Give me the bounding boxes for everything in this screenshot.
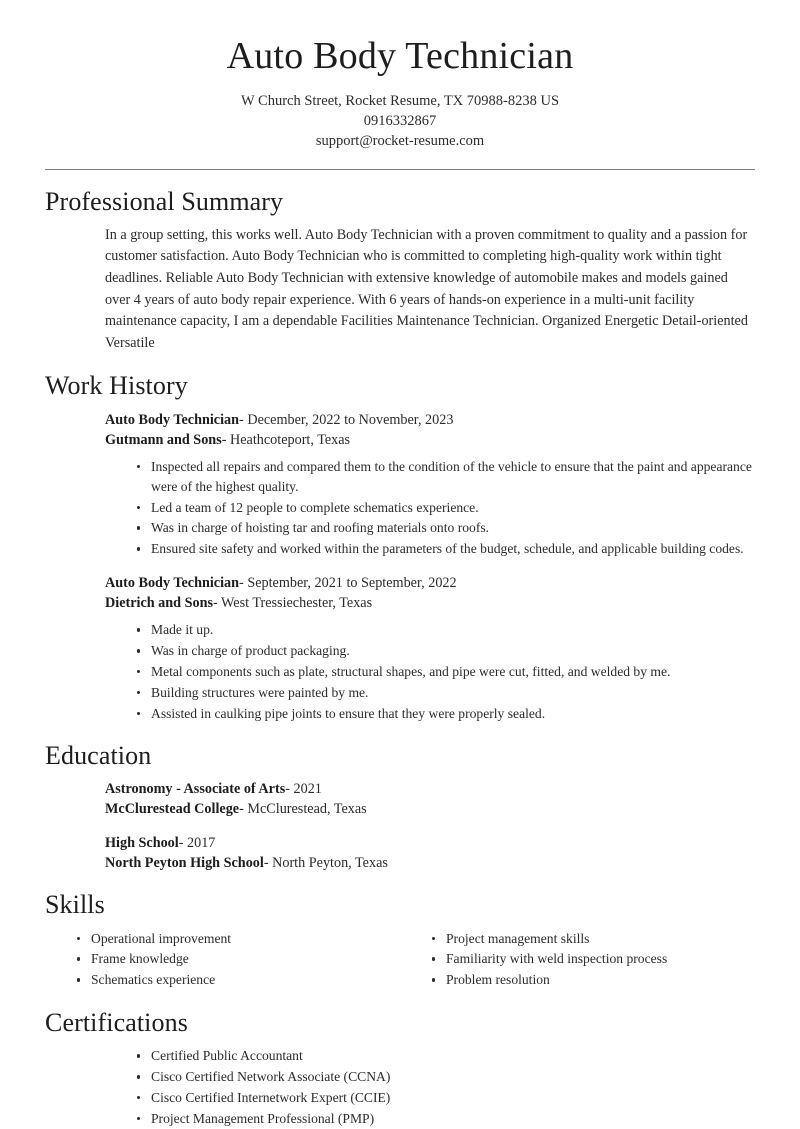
work-separator: - — [239, 575, 244, 592]
skills-list-right — [400, 929, 755, 991]
list-item: Cisco Certified Network Associate (CCNA) — [137, 1067, 755, 1087]
education-school-line — [105, 799, 755, 819]
work-history-body — [45, 410, 755, 724]
certifications-list — [105, 1046, 755, 1128]
work-company: Dietrich and Sons — [105, 595, 213, 612]
section-professional-summary — [45, 186, 755, 355]
section-heading-certifications: Certifications — [45, 1008, 188, 1038]
summary-text: In a group setting, this works well. Auto Body Technician with a proven commitment to quality and a passion for customer satisfaction. Auto Body Technician who is committed to completing high-quality work within tight deadlines. Reliable Auto Body Technician with extensive knowledge of automobile makes and models gained over 4 years of auto body repair experience. With 6 years of hands-on experience in a multi-unit facility maintenance capacity, I am a dependable Facilities Maintenance Technician. Organized Energetic Detail-oriented Versatile — [105, 226, 748, 351]
education-degree-line — [105, 779, 755, 799]
work-dates: September, 2021 to September, 2022 — [247, 575, 457, 592]
education-school-line — [105, 853, 755, 873]
skills-column-right — [400, 929, 755, 992]
list-item: Schematics experience — [77, 970, 400, 990]
education-separator: - — [263, 855, 269, 872]
work-dates: December, 2022 to November, 2023 — [247, 411, 454, 428]
certifications-body — [45, 1046, 755, 1128]
education-entry — [105, 833, 755, 873]
education-year: 2017 — [187, 835, 216, 852]
work-location: Heathcoteport, Texas — [230, 431, 351, 448]
education-location: North Peyton, Texas — [272, 855, 388, 872]
work-job-title: Auto Body Technician — [105, 575, 240, 592]
education-separator: - — [239, 800, 244, 817]
list-item: Familiarity with weld inspection process — [432, 949, 755, 969]
section-skills — [45, 889, 755, 991]
list-item: Problem resolution — [432, 970, 755, 990]
work-entry — [105, 410, 755, 560]
education-entry — [105, 779, 755, 819]
work-separator: - — [221, 431, 227, 448]
work-entry-title-line — [105, 410, 755, 430]
skills-column-left — [45, 929, 400, 992]
list-item: Project Management Professional (PMP) — [137, 1109, 755, 1129]
section-certifications — [45, 1007, 755, 1129]
work-bullet-list — [105, 457, 755, 559]
list-item: Made it up. — [137, 620, 755, 640]
section-heading-education: Education — [45, 740, 152, 770]
work-job-title: Auto Body Technician — [105, 411, 240, 428]
education-location: McClurestead, Texas — [247, 800, 367, 817]
education-year: 2021 — [293, 780, 322, 797]
list-item: Was in charge of hoisting tar and roofing materials onto roofs. — [137, 518, 755, 538]
work-entry-title-line — [105, 573, 755, 593]
section-heading-skills: Skills — [45, 890, 105, 920]
education-separator: - — [285, 780, 290, 797]
list-item: Inspected all repairs and compared them to the condition of the vehicle to ensure that the paint and appearance were of the highest quality. — [137, 457, 755, 497]
list-item: Ensured site safety and worked within the parameters of the budget, schedule, and applicable building codes. — [137, 539, 755, 559]
work-company: Gutmann and Sons — [105, 431, 222, 448]
header-divider — [45, 169, 755, 170]
work-bullet-list — [105, 620, 755, 723]
list-item: Certified Public Accountant — [137, 1046, 755, 1066]
list-item: Building structures were painted by me. — [137, 683, 755, 703]
section-education — [45, 740, 755, 874]
section-heading-work-history: Work History — [45, 371, 188, 401]
list-item: Was in charge of product packaging. — [137, 641, 755, 661]
work-entry — [105, 573, 755, 724]
education-degree: Astronomy - Associate of Arts — [105, 780, 286, 797]
list-item: Frame knowledge — [77, 949, 400, 969]
education-school: North Peyton High School — [105, 855, 264, 872]
summary-body — [45, 225, 755, 354]
work-separator: - — [239, 411, 244, 428]
list-item: Cisco Certified Internetwork Expert (CCIE) — [137, 1088, 755, 1108]
work-entry-company-line — [105, 430, 755, 450]
contact-address: W Church Street, Rocket Resume, TX 70988-8238 US — [240, 93, 560, 110]
education-body — [45, 779, 755, 874]
list-item: Metal components such as plate, structural shapes, and pipe were cut, fitted, and welded by me. — [137, 662, 755, 682]
work-entry-company-line — [105, 593, 755, 613]
contact-email: support@rocket-resume.com — [315, 132, 485, 149]
work-location: West Tressiechester, Texas — [221, 595, 373, 612]
resume-header — [45, 0, 755, 152]
education-school: McClurestead College — [105, 800, 240, 817]
list-item: Operational improvement — [77, 929, 400, 949]
page-title: Auto Body Technician — [226, 35, 574, 77]
skills-list-left — [45, 929, 400, 991]
list-item: Led a team of 12 people to complete schematics experience. — [137, 498, 755, 518]
list-item: Project management skills — [432, 929, 755, 949]
section-work-history — [45, 370, 755, 723]
work-separator: - — [213, 595, 218, 612]
education-degree: High School — [105, 835, 179, 852]
education-degree-line — [105, 833, 755, 853]
education-separator: - — [178, 835, 184, 852]
skills-body — [45, 929, 755, 992]
section-heading-summary: Professional Summary — [45, 186, 284, 216]
contact-phone: 0916332867 — [363, 112, 437, 129]
list-item: Assisted in caulking pipe joints to ensure that they were properly sealed. — [137, 704, 755, 724]
